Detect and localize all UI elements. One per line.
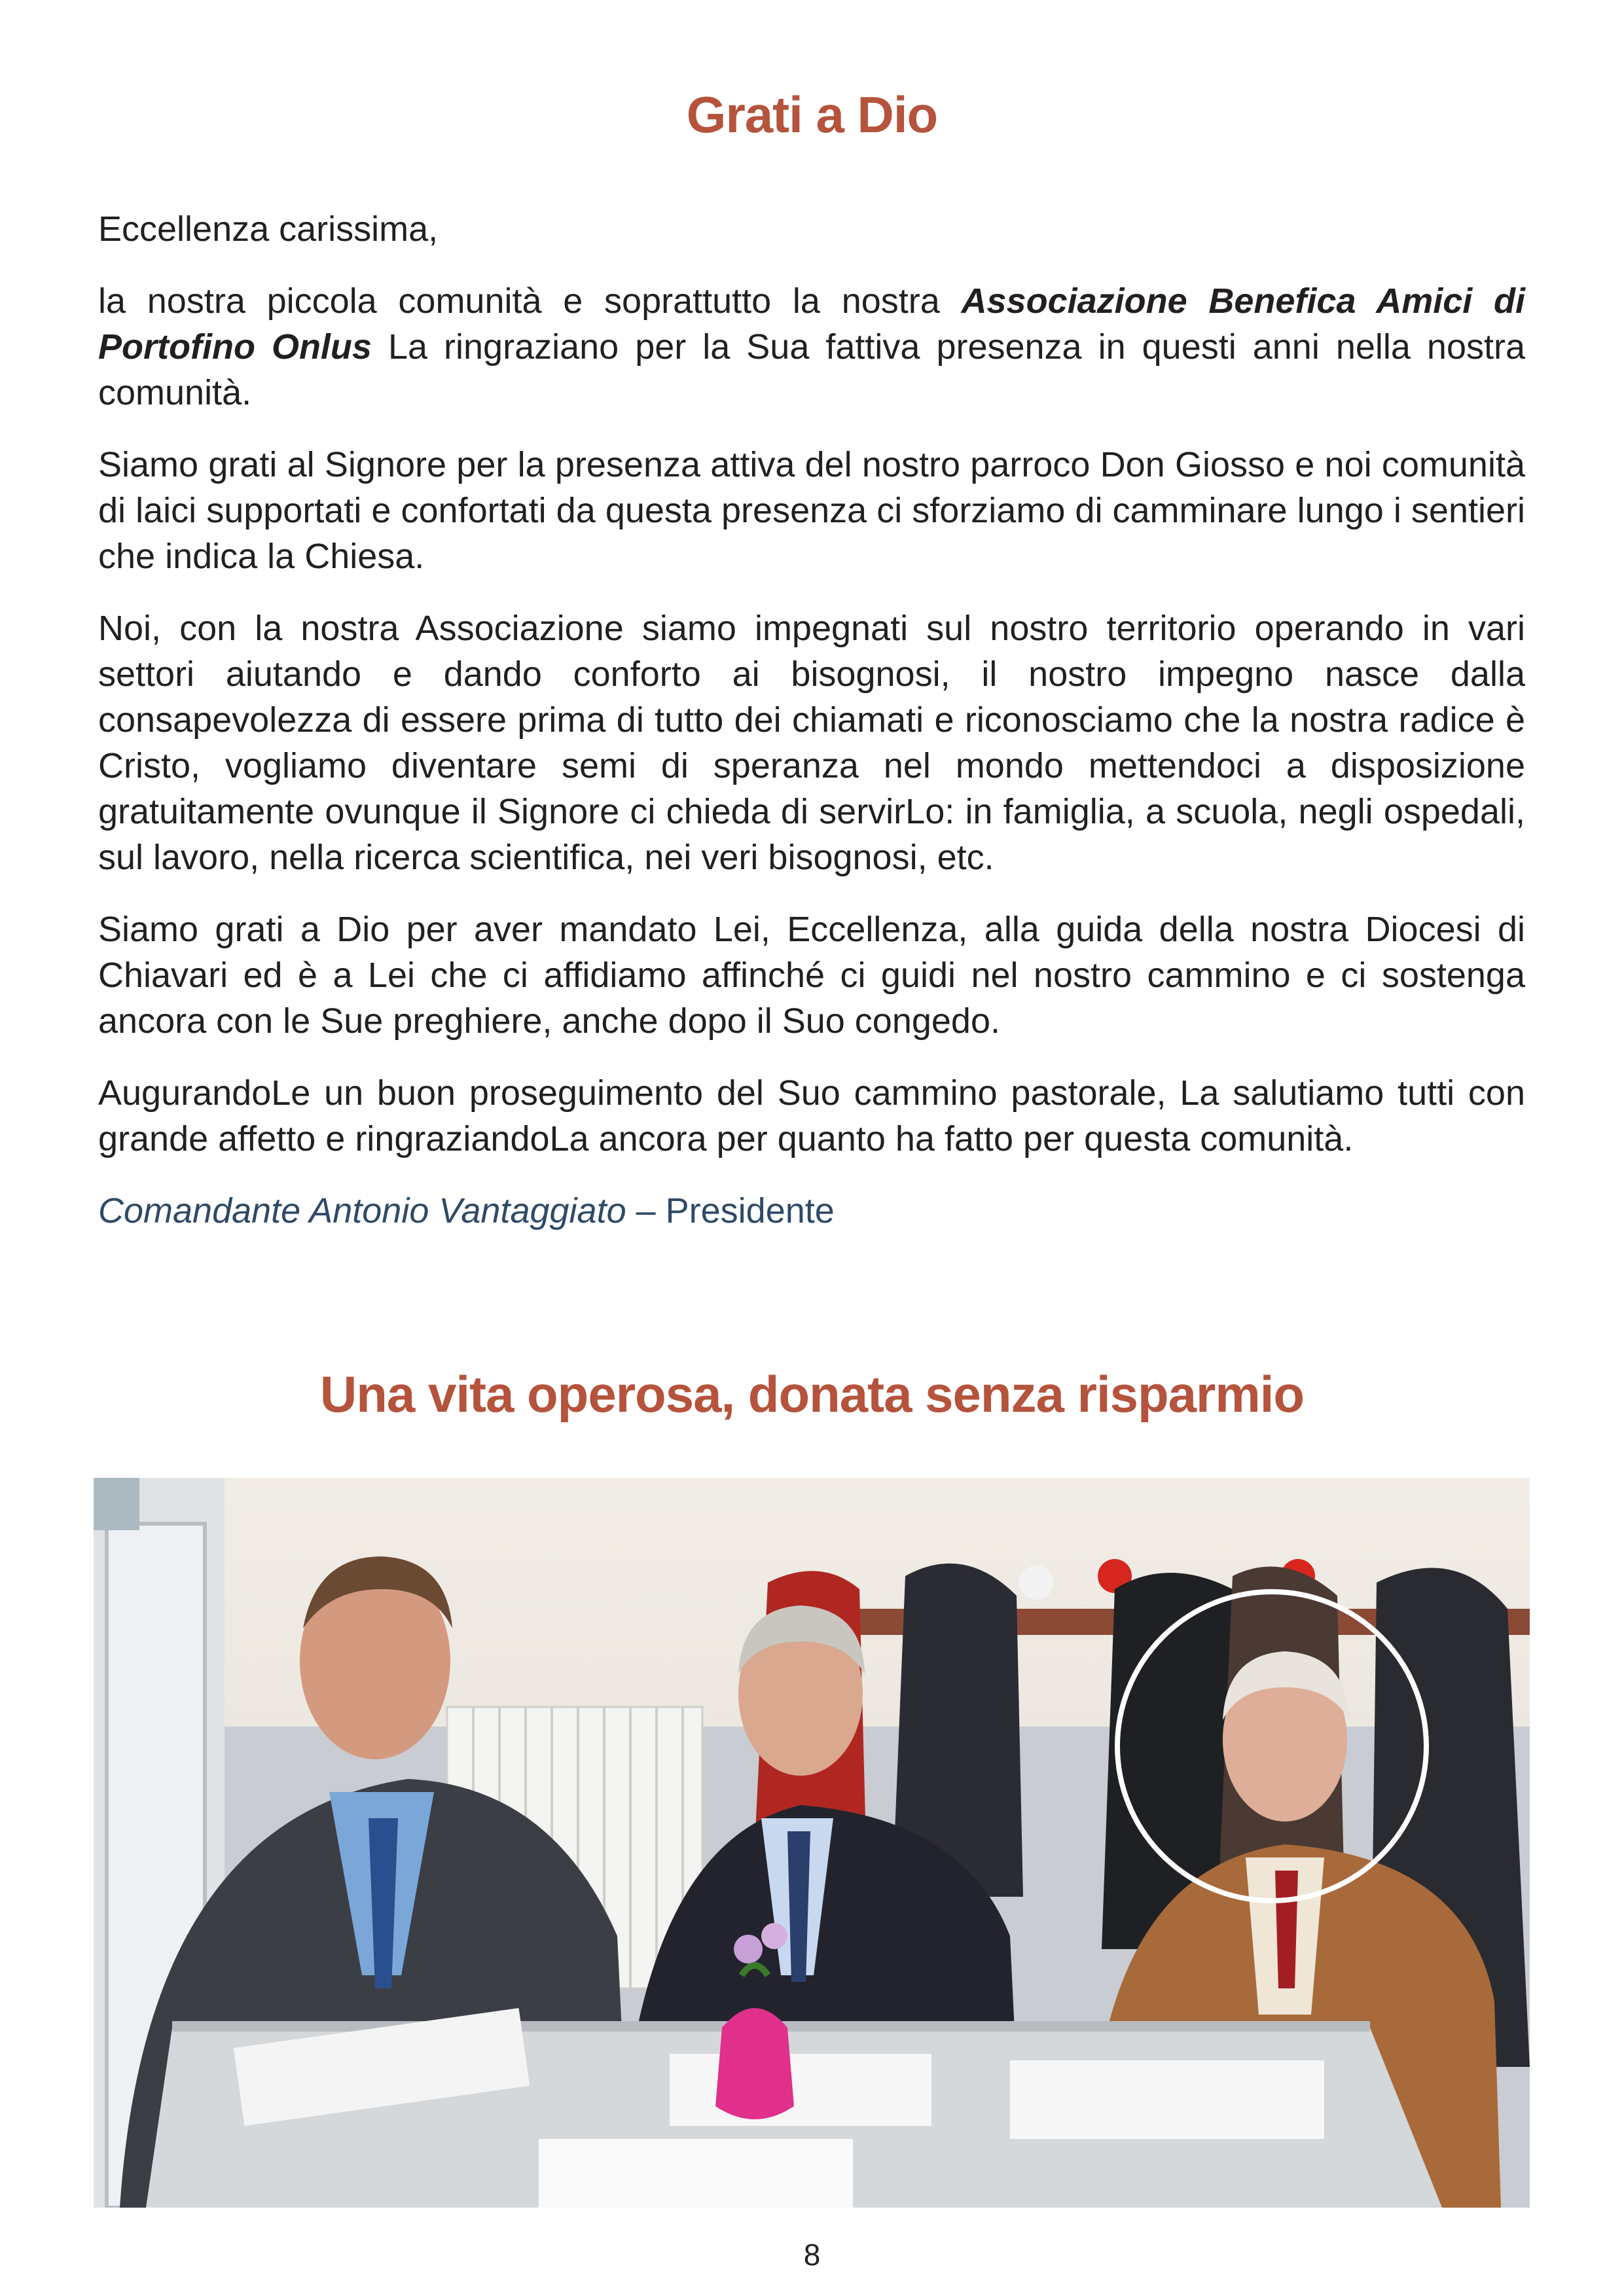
paragraph-2: Siamo grati al Signore per la presenza attiva del nostro parroco Don Giosso e noi comunità di laici supportati e confortati da questa presenza ci sforziamo di camminare lungo i sentieri che indica la Chiesa. bbox=[98, 445, 1525, 576]
signature-role: – Presidente bbox=[626, 1191, 835, 1230]
paragraph-3: Noi, con la nostra Associazione siamo impegnati sul nostro territorio operando in vari settori aiutando e dando conforto ai bisognosi, il nostro impegno nasce dalla consapevolezza di essere prima di tutto dei chiamati e riconosciamo che la nostra radice è Cristo, vogliamo diventare semi di speranza nel mondo mettendoci a disposizione gratuitamente ovunque il Signore ci chieda di servirLo: in famiglia, a scuola, negli ospedali, sul lavoro, nella ricerca scientifica, nei veri bisognosi, etc. bbox=[98, 609, 1525, 877]
letter-body bbox=[98, 206, 1525, 1260]
signature-name: Comandante Antonio Vantaggiato bbox=[98, 1191, 626, 1230]
paragraph-4: Siamo grati a Dio per aver mandato Lei, Eccellenza, alla guida della nostra Diocesi di Chiavari ed è a Lei che ci affidiamo affinché ci guidi nel nostro cammino e ci sostenga ancora con le Sue preghiere, anche dopo il Suo congedo. bbox=[98, 910, 1525, 1041]
paragraph-5: AugurandoLe un buon proseguimento del Suo cammino pastorale, La salutiamo tutti con grande affetto e ringraziandoLa ancora per quanto ha fatto per questa comunità. bbox=[98, 1073, 1525, 1158]
p1-text: la nostra piccola comunità e soprattutto la nostra bbox=[98, 281, 962, 321]
group-photo bbox=[94, 1478, 1530, 2208]
association-name: Associazione Benefica Amici di Portofino Onlus bbox=[98, 281, 1525, 367]
salutation: Eccellenza carissima, bbox=[98, 209, 439, 249]
signature bbox=[98, 1188, 1525, 1234]
photo-illustration bbox=[94, 1478, 1530, 2208]
page-title: Grati a Dio bbox=[686, 86, 938, 143]
paragraph-1 bbox=[98, 278, 1525, 416]
p1-text-end: La ringraziano per la Sua fattiva presenza in questi anni nella nostra comunità. bbox=[98, 327, 1525, 412]
section-title: Una vita operosa, donata senza risparmio bbox=[319, 1365, 1305, 1423]
page-number: 8 bbox=[803, 2238, 821, 2272]
